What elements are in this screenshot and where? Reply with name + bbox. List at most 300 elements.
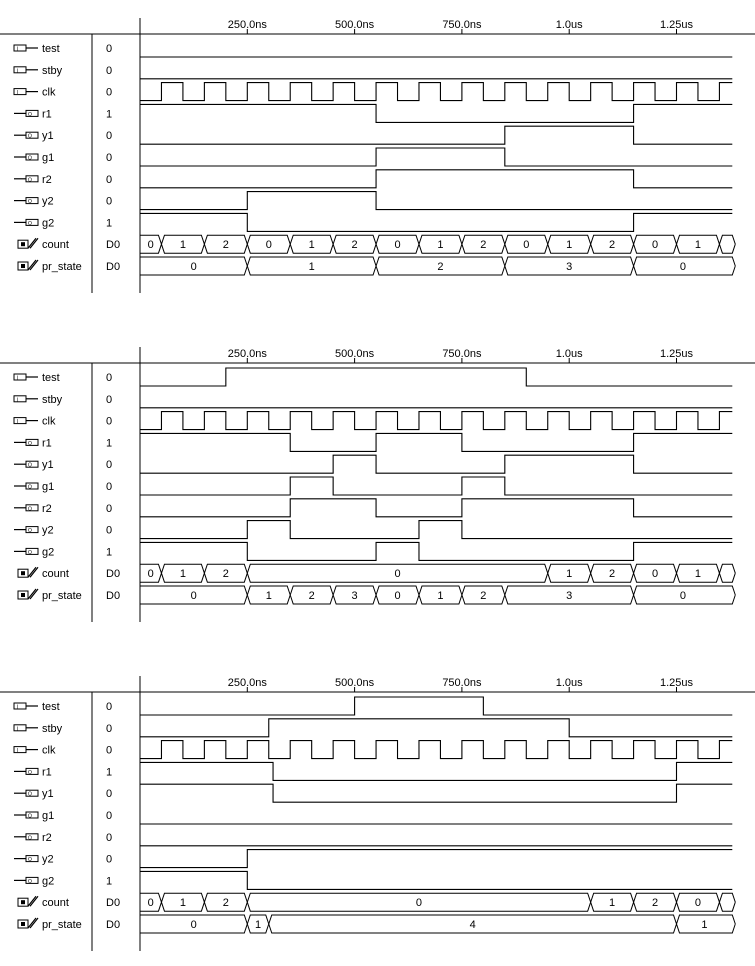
signal-name: stby	[42, 64, 63, 77]
signal-waveform	[140, 104, 732, 122]
time-axis-label	[660, 348, 694, 363]
signal-value: 0	[106, 86, 113, 99]
count-bus-segment	[204, 564, 247, 582]
signal-row-g2[interactable]	[14, 871, 732, 889]
count-bus-segment	[140, 564, 161, 582]
bus-value-label: 2	[609, 239, 616, 252]
signal-value: D0	[106, 568, 121, 581]
signal-row-count[interactable]	[18, 564, 735, 582]
bus-value-label: 2	[480, 239, 487, 252]
signal-value: 0	[106, 744, 113, 757]
output-pin-icon	[14, 176, 38, 184]
waveform-panel	[0, 347, 755, 622]
time-axis-label	[556, 348, 583, 363]
signal-value: 0	[106, 393, 113, 406]
signal-name: clk	[42, 744, 56, 757]
time-axis-label	[660, 19, 694, 34]
count-bus-segment	[204, 235, 247, 253]
signal-value: 0	[106, 415, 113, 428]
output-pin-icon	[14, 768, 38, 776]
bus-value-label: 1	[308, 239, 315, 252]
waveform-panel	[0, 18, 755, 293]
signal-row-stby[interactable]	[14, 65, 732, 79]
signal-row-stby[interactable]	[14, 719, 732, 737]
clock-waveform	[140, 83, 732, 101]
signal-name: test	[42, 701, 60, 713]
time-axis-text: 1.25us	[659, 348, 694, 360]
bus-value-label: 3	[351, 590, 358, 602]
pr-state-bus-segment	[269, 915, 677, 933]
signal-name: g2	[42, 875, 55, 888]
svg-text:O: O	[28, 133, 32, 140]
count-bus-segment	[161, 893, 204, 911]
output-pin-icon	[14, 856, 38, 864]
signal-value: 0	[106, 524, 113, 537]
svg-text:O: O	[28, 462, 32, 469]
count-bus-segment	[290, 235, 333, 253]
signal-value: D0	[106, 897, 121, 910]
signal-value: 0	[106, 481, 113, 493]
svg-text:I: I	[17, 68, 19, 75]
bus-value-label: 2	[480, 590, 487, 602]
time-axis-label	[556, 19, 583, 34]
output-pin-icon	[14, 877, 38, 885]
time-axis-label	[228, 348, 268, 363]
signal-value: 0	[106, 43, 113, 55]
count-bus-segment	[247, 235, 290, 253]
svg-text:O: O	[28, 769, 32, 776]
signal-name: r1	[42, 766, 52, 779]
signal-value: 0	[106, 130, 113, 143]
signal-name: r1	[42, 437, 52, 450]
signal-waveform	[140, 762, 732, 780]
signal-value: 0	[106, 195, 113, 208]
output-pin-icon	[14, 154, 38, 162]
output-pin-icon	[14, 132, 38, 140]
time-axis-label	[228, 677, 268, 692]
signal-waveform	[140, 697, 732, 715]
bus-value-label: 0	[190, 919, 197, 931]
signal-waveform	[140, 126, 732, 144]
bus-value-label: 1	[694, 568, 702, 581]
bus-value-label: 2	[222, 239, 229, 252]
time-axis-text: 1.0us	[555, 677, 583, 689]
bus-value-label: 0	[147, 897, 154, 910]
bus-value-label: 1	[701, 919, 708, 931]
bus-value-label: 0	[394, 568, 401, 581]
signal-name: pr_state	[42, 590, 82, 602]
output-pin-icon	[14, 505, 38, 513]
time-axis-text: 500.0ns	[335, 19, 375, 31]
signal-waveform	[140, 521, 732, 539]
pr-state-bus-segment	[247, 586, 290, 604]
count-bus-segment	[505, 235, 548, 253]
signal-name: r2	[42, 173, 52, 186]
count-bus-segment	[419, 235, 462, 253]
signal-row-y1[interactable]	[14, 784, 732, 802]
pr-state-bus-segment	[462, 586, 505, 604]
svg-text:O: O	[28, 440, 32, 447]
signal-value: 0	[106, 152, 113, 164]
time-axis-label	[442, 19, 482, 34]
signal-row-count[interactable]	[18, 893, 735, 911]
signal-name: clk	[42, 86, 56, 99]
count-bus-segment	[376, 235, 419, 253]
pr-state-bus-segment	[634, 257, 736, 275]
signal-row-clk[interactable]	[14, 412, 732, 430]
clock-waveform	[140, 741, 732, 759]
signal-value: 0	[106, 810, 113, 822]
pr-state-bus-segment	[290, 586, 333, 604]
bus-value-label: 1	[265, 590, 272, 602]
signal-value: D0	[106, 261, 121, 273]
svg-text:O: O	[28, 177, 32, 184]
bus-value-label: 0	[694, 897, 702, 910]
signal-name: clk	[42, 415, 56, 428]
time-axis-text: 250.0ns	[227, 19, 267, 31]
svg-text:I: I	[17, 419, 19, 426]
signal-name: pr_state	[42, 261, 82, 273]
count-bus-segment	[677, 235, 720, 253]
output-pin-icon	[14, 483, 38, 491]
input-pin-icon	[14, 418, 38, 426]
signal-row-stby[interactable]	[14, 394, 732, 408]
signal-row-count[interactable]	[18, 235, 735, 253]
bus-value-label: 0	[190, 590, 197, 602]
signal-row-test[interactable]	[14, 368, 732, 386]
pr-state-bus-segment	[505, 586, 634, 604]
pr-state-bus-segment	[634, 586, 736, 604]
time-axis-label	[335, 677, 375, 692]
signal-name: count	[42, 568, 69, 581]
waveform-panel	[0, 676, 755, 951]
time-axis-text: 1.25us	[659, 677, 694, 689]
count-bus-segment	[247, 893, 590, 911]
svg-text:I: I	[17, 90, 19, 97]
signal-name: y2	[42, 195, 54, 208]
signal-row-r1[interactable]	[14, 104, 732, 122]
time-axis-label	[660, 677, 694, 692]
signal-name: count	[42, 897, 69, 910]
time-axis-text: 750.0ns	[442, 19, 482, 31]
time-axis-text: 1.0us	[555, 19, 583, 31]
signal-waveform	[140, 148, 732, 166]
input-pin-icon	[14, 703, 38, 711]
svg-text:O: O	[28, 549, 32, 556]
signal-value: 0	[106, 64, 113, 77]
signal-name: stby	[42, 722, 63, 735]
svg-text:O: O	[28, 506, 32, 513]
bus-value-label: 4	[469, 919, 476, 931]
svg-text:O: O	[28, 813, 32, 820]
bus-value-label: 1	[566, 239, 573, 252]
output-pin-icon	[14, 834, 38, 842]
count-bus-segment	[333, 235, 376, 253]
signal-name: g2	[42, 546, 55, 559]
signal-value: 0	[106, 502, 113, 515]
signal-row-r2[interactable]	[14, 832, 732, 846]
signal-row-pr_state[interactable]	[18, 257, 735, 275]
signal-name: g1	[42, 481, 55, 493]
signal-row-clk[interactable]	[14, 741, 732, 759]
output-pin-icon	[14, 198, 38, 206]
signal-value: 0	[106, 831, 113, 844]
signal-value: 0	[106, 173, 113, 186]
bus-value-label: 2	[437, 261, 444, 273]
signal-value: 1	[106, 766, 113, 779]
count-bus-segment	[140, 235, 161, 253]
bus-value-label: 2	[222, 568, 229, 581]
signal-waveform	[140, 455, 732, 473]
bus-value-label: 0	[147, 239, 154, 252]
svg-text:I: I	[17, 704, 19, 711]
count-bus-segment	[719, 893, 735, 911]
signal-row-y2[interactable]	[14, 850, 732, 868]
bus-value-label: 0	[523, 239, 530, 252]
signal-value: 1	[106, 875, 113, 888]
bus-value-label: 2	[609, 568, 616, 581]
bus-value-label: 2	[651, 897, 659, 910]
bus-value-label: 1	[694, 239, 702, 252]
signal-value: D0	[106, 919, 121, 931]
signal-value: D0	[106, 239, 121, 252]
signal-name: count	[42, 239, 69, 252]
bus-value-label: 1	[437, 590, 444, 602]
output-pin-icon	[14, 548, 38, 556]
count-bus-segment	[204, 893, 247, 911]
count-bus-segment	[634, 235, 677, 253]
bus-value-label: 0	[651, 568, 659, 581]
output-pin-icon	[14, 461, 38, 469]
bus-value-label: 2	[351, 239, 358, 252]
time-axis-label	[335, 348, 375, 363]
bus-value-label: 1	[566, 568, 573, 581]
signal-row-r1[interactable]	[14, 762, 732, 780]
signal-row-pr_state[interactable]	[18, 915, 735, 933]
count-bus-segment	[677, 564, 720, 582]
bus-value-label: 1	[179, 568, 186, 581]
pr-state-bus-segment	[419, 586, 462, 604]
count-bus-segment	[591, 564, 634, 582]
bus-value-label: 3	[566, 261, 573, 273]
bus-value-label: 2	[308, 590, 315, 602]
time-axis-text: 250.0ns	[227, 677, 267, 689]
signal-waveform	[140, 719, 732, 737]
signal-row-r2[interactable]	[14, 499, 732, 517]
signal-name: stby	[42, 393, 63, 406]
signal-waveform	[140, 192, 732, 210]
bus-value-label: 0	[679, 261, 687, 273]
bus-icon	[18, 589, 38, 599]
bus-icon	[18, 567, 38, 577]
svg-text:O: O	[28, 791, 32, 798]
bus-value-label: 2	[222, 897, 229, 910]
output-pin-icon	[14, 527, 38, 535]
bus-value-label: 1	[254, 919, 262, 931]
count-bus-segment	[462, 235, 505, 253]
signal-waveform	[140, 784, 732, 802]
svg-text:I: I	[17, 397, 19, 404]
output-pin-icon	[14, 812, 38, 820]
count-bus-segment	[719, 564, 735, 582]
svg-text:I: I	[17, 375, 19, 382]
signal-waveform	[140, 170, 732, 188]
pr-state-bus-segment	[505, 257, 634, 275]
signal-value: 0	[106, 701, 113, 713]
count-bus-segment	[719, 235, 735, 253]
count-bus-segment	[548, 564, 591, 582]
signal-row-r1[interactable]	[14, 433, 732, 451]
signal-name: y1	[42, 130, 54, 143]
signal-row-y1[interactable]	[14, 126, 732, 144]
pr-state-bus-segment	[247, 915, 268, 933]
signal-name: y2	[42, 524, 54, 537]
svg-text:O: O	[28, 220, 32, 227]
count-bus-segment	[591, 235, 634, 253]
output-pin-icon	[14, 790, 38, 798]
count-bus-segment	[161, 564, 204, 582]
time-axis-label	[442, 348, 482, 363]
time-axis-label	[228, 19, 268, 34]
count-bus-segment	[247, 564, 547, 582]
input-pin-icon	[14, 396, 38, 404]
count-bus-segment	[634, 564, 677, 582]
signal-value: 1	[106, 437, 113, 450]
bus-value-label: 0	[190, 261, 197, 273]
bus-value-label: 0	[394, 239, 401, 252]
signal-row-g1[interactable]	[14, 477, 732, 495]
bus-value-label: 1	[609, 897, 616, 910]
bus-value-label: 1	[437, 239, 444, 252]
signal-name: y2	[42, 853, 54, 866]
svg-text:O: O	[28, 484, 32, 491]
output-pin-icon	[14, 110, 38, 118]
count-bus-segment	[591, 893, 634, 911]
signal-row-g1[interactable]	[14, 810, 732, 824]
count-bus-segment	[161, 235, 204, 253]
bus-icon	[18, 918, 38, 928]
signal-row-y1[interactable]	[14, 455, 732, 473]
pr-state-bus-segment	[140, 586, 247, 604]
time-axis-text: 500.0ns	[335, 677, 375, 689]
count-bus-segment	[140, 893, 161, 911]
signal-row-test[interactable]	[14, 43, 732, 57]
pr-state-bus-segment	[333, 586, 376, 604]
count-bus-segment	[677, 893, 720, 911]
signal-row-y2[interactable]	[14, 192, 732, 210]
output-pin-icon	[14, 219, 38, 227]
svg-text:O: O	[28, 857, 32, 864]
signal-value: 0	[106, 853, 113, 866]
bus-value-label: 0	[679, 590, 687, 602]
svg-text:O: O	[28, 199, 32, 206]
clock-waveform	[140, 412, 732, 430]
time-axis-text: 500.0ns	[335, 348, 375, 360]
count-bus-segment	[634, 893, 677, 911]
svg-text:O: O	[28, 155, 32, 162]
bus-icon	[18, 238, 38, 248]
pr-state-bus-segment	[376, 586, 419, 604]
signal-value: 0	[106, 788, 113, 801]
time-axis-text: 750.0ns	[442, 677, 482, 689]
input-pin-icon	[14, 374, 38, 382]
signal-row-r2[interactable]	[14, 170, 732, 188]
signal-name: test	[42, 372, 60, 384]
signal-value: 1	[106, 108, 113, 121]
svg-text:I: I	[17, 46, 19, 53]
svg-text:I: I	[17, 726, 19, 733]
signal-value: 1	[106, 217, 113, 230]
signal-name: pr_state	[42, 919, 82, 931]
signal-row-g2[interactable]	[14, 542, 732, 560]
time-axis-text: 1.0us	[555, 348, 583, 360]
signal-value: 0	[106, 722, 113, 735]
bus-value-label: 0	[651, 239, 659, 252]
signal-waveform	[140, 871, 732, 889]
signal-name: g1	[42, 810, 55, 822]
svg-text:O: O	[28, 528, 32, 535]
signal-row-g1[interactable]	[14, 148, 732, 166]
bus-value-label: 0	[265, 239, 272, 252]
input-pin-icon	[14, 747, 38, 755]
time-axis-text: 250.0ns	[227, 348, 267, 360]
svg-text:I: I	[17, 748, 19, 755]
pr-state-bus-segment	[376, 257, 505, 275]
output-pin-icon	[14, 439, 38, 447]
signal-row-clk[interactable]	[14, 83, 732, 101]
svg-text:O: O	[28, 835, 32, 842]
signal-name: test	[42, 43, 60, 55]
bus-value-label: 0	[394, 590, 401, 602]
signal-waveform	[140, 368, 732, 386]
input-pin-icon	[14, 45, 38, 53]
bus-value-label: 1	[308, 261, 315, 273]
signal-row-y2[interactable]	[14, 521, 732, 539]
signal-waveform	[140, 477, 732, 495]
signal-row-pr_state[interactable]	[18, 586, 735, 604]
bus-value-label: 1	[179, 897, 186, 910]
time-axis-label	[442, 677, 482, 692]
pr-state-bus-segment	[140, 257, 247, 275]
bus-icon	[18, 896, 38, 906]
signal-waveform	[140, 499, 732, 517]
pr-state-bus-segment	[140, 915, 247, 933]
pr-state-bus-segment	[677, 915, 736, 933]
signal-name: r2	[42, 502, 52, 515]
input-pin-icon	[14, 89, 38, 97]
bus-value-label: 3	[566, 590, 573, 602]
bus-value-label: 0	[147, 568, 154, 581]
signal-value: 1	[106, 546, 113, 559]
signal-name: r2	[42, 831, 52, 844]
time-axis-label	[556, 677, 583, 692]
time-axis-text: 750.0ns	[442, 348, 482, 360]
signal-waveform	[140, 213, 732, 231]
count-bus-segment	[548, 235, 591, 253]
svg-text:O: O	[28, 111, 32, 118]
signal-row-test[interactable]	[14, 697, 732, 715]
signal-row-g2[interactable]	[14, 213, 732, 231]
signal-value: D0	[106, 590, 121, 602]
signal-name: y1	[42, 459, 54, 472]
signal-name: r1	[42, 108, 52, 121]
signal-value: 0	[106, 459, 113, 472]
time-axis-label	[335, 19, 375, 34]
bus-icon	[18, 260, 38, 270]
signal-name: g2	[42, 217, 55, 230]
signal-name: g1	[42, 152, 55, 164]
input-pin-icon	[14, 67, 38, 75]
